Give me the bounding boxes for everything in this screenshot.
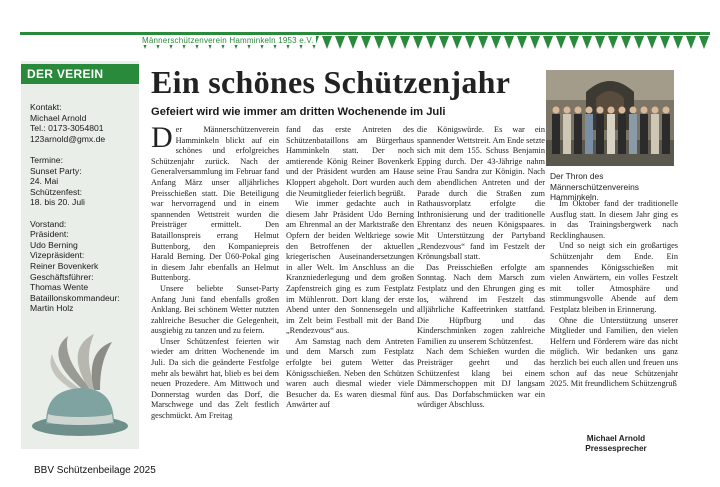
sidebar-line: 18. bis 20. Juli (30, 197, 85, 208)
drop-cap: D (151, 121, 173, 154)
article-paragraph: Ohne die Unterstützung unserer Mitglieder und Familien, den vielen Helfern und Förderern wäre das nicht möglich. Wir bedanken uns ganz herzlich bei euch allen und freuen uns schon auf das neue Schützenjahr 2025. Mit freundlichem Schützengruß (550, 315, 678, 389)
sidebar-line: 123arnold@gmx.de (30, 133, 106, 144)
header-banner-text: Männerschützenverein Hamminkeln 1953 e.V. (142, 36, 314, 45)
article-paragraph: Der Männerschützenverein Hamminkeln blickt auf ein schönes und erfolgreiches Schützenjahr zurück. Nach der Generalversammlung im Februar fand Anfang März unser alljährliches Preisschießen statt. Die Beteiligung war hervorragend und in einem spannenden Wettstreit wurden die Preisträger ermittelt. Den Bataillonspreis errang Helmut Buttenborg, den Kompaniepreis Harald Berning. Der Ü60-Pokal ging in diesem Jahr ebenfalls an Helmut Buttenborg. (151, 121, 279, 283)
article-paragraph: Nach dem Schießen wurden die Preisträger geehrt und das Schützenfest klang bei einem Dämmerschoppen mit DJ langsam aus. Das Dorfabschmücken war ein würdiger Abschluss. (417, 347, 545, 410)
sidebar-line: Termine: (30, 155, 63, 165)
signature-role: Pressesprecher (585, 444, 647, 453)
sidebar-line: Udo Berning (30, 239, 78, 250)
article-paragraph: Und so neigt sich ein großartiges Schützenjahr dem Ende. Ein spannendes Königsschießen mit vielen Anwärtern, ein volles Festzelt mit toller Atmosphäre und stimmungsvolle Abende auf dem Festplatz bleiben in Erinnerung. (550, 241, 678, 314)
sidebar-line: Martin Holz (30, 303, 74, 314)
header-rule (20, 32, 710, 35)
sidebar-line: Präsident: (30, 229, 69, 240)
sidebar-line: Bataillonskommandeur: (30, 292, 120, 303)
article-paragraph: die Königswürde. Es war ein spannender Wettstreit. Am Ende setzte sich mit dem 155. Schuss Benjamin Epping durch. Der 43-Jährige nahm seine Frau Sandra zur Königin. Nach dem abendlichen Antreten und der Parade durch die Straßen zum Rathausvorplatz erfolgte die Inthronisierung und der traditionelle Ehrentanz des neuen Königspaares. Mit Unterstützung der Partyband „Rendezvous“ fand im Festzelt der Krönungsball statt. (417, 125, 545, 262)
article-column-4 (550, 199, 678, 390)
sidebar-line: Kontakt: (30, 102, 62, 112)
article-column-2 (286, 125, 414, 411)
article-paragraph: Am Samstag nach dem Antreten und dem Marsch zum Festplatz erfolgte bei gutem Wetter das Königsschießen. Neben den Schützen waren auch diesmal wieder viele Besucher da. Es waren diesmal fünf Anwärter auf (286, 336, 414, 410)
sidebar-line: Sunset Party: (30, 165, 82, 176)
sidebar-line: Reiner Bovenkerk (30, 261, 99, 271)
sidebar-line: Thomas Wente (30, 282, 89, 293)
sidebar-line: Geschäftsführer: (30, 271, 94, 282)
article-paragraph: fand das erste Antreten des Schützenbataillons am Bürgerhaus Hamminkeln statt. Der noch amtierende König Reiner Bovenkerk und der Präsident wurden am Hause Kloppert abgeholt. Dort wurden auch die Neumitglieder feierlich begrüßt. (286, 125, 414, 198)
article-paragraph: Wie immer gedachte auch in diesem Jahr Präsident Udo Berning am Ehrenmal an der Marktstraße den Opfern der beiden Weltkriege sowie den Betroffenen der aktuellen kriegerischen Auseinandersetzungen in aller Welt. Im Anschluss an die Kranzniederlegung und dem großen Zapfenstreich ging es zum Festplatz im Mühlenrott. Dort klang der erste Abend unter den Sonnensegeln und im Zelt beim Festball mit der Band „Rendezvous“ aus. (286, 199, 414, 336)
article-paragraph: Unsere beliebte Sunset-Party Anfang Juni fand ebenfalls großen Anklang. Bei schönem Wetter nutzten zahlreiche Besucher die Gelegenheit, ausgiebig zu tanzen und zu feiern. (151, 283, 279, 336)
article-headline: Ein schönes Schützenjahr (151, 64, 511, 100)
article-paragraph: Im Oktober fand der traditionelle Ausflug statt. In diesem Jahr ging es in das Trainingsbergwerk nach Recklinghausen. (550, 199, 678, 240)
article-subheadline: Gefeiert wird wie immer am dritten Wochenende im Juli (151, 106, 446, 118)
sidebar-line: 24. Mai (30, 176, 59, 187)
article-column-3 (417, 125, 545, 411)
sidebar-line: Vorstand: (30, 218, 67, 229)
signature-name: Michael Arnold (586, 434, 646, 443)
photo-caption: Der Thron des Männerschützenvereins Hamminkeln. (550, 171, 639, 203)
sidebar-line: Schützenfest: (30, 186, 83, 197)
sidebar-line: Michael Arnold (30, 112, 87, 123)
sidebar-line: Tel.: 0173-3054801 (30, 123, 104, 134)
article-column-1 (151, 121, 279, 422)
throne-photo (546, 70, 674, 166)
sidebar-title: DER VEREIN (21, 64, 139, 84)
sidebar-line: Vizepräsident: (30, 250, 85, 261)
hat-icon (28, 330, 128, 445)
article-paragraph: Unser Schützenfest feierten wir wieder am dritten Wochenende im Juli. Da sich die geänderte Festfolge mehr als bewährt hat, blieb es bei dem neuen Prozedere. Am Mittwoch und Donnerstag wurden das Dorf, die Marschwege und das Zelt festlich geschmückt. Am Freitag (151, 336, 279, 421)
article-paragraph: Das Preisschießen erfolgte am Sonntag. Nach dem Marsch zum Festplatz und den Ehrungen ging es los, während im Festzelt das alljährliche Kaffeetrinken stattfand. Die Hüpfburg und das Kinderschminken zogen zahlreiche Familien zu unserem Schützenfest. (417, 262, 545, 346)
footer-text: BBV Schützenbeilage 2025 (34, 465, 156, 476)
